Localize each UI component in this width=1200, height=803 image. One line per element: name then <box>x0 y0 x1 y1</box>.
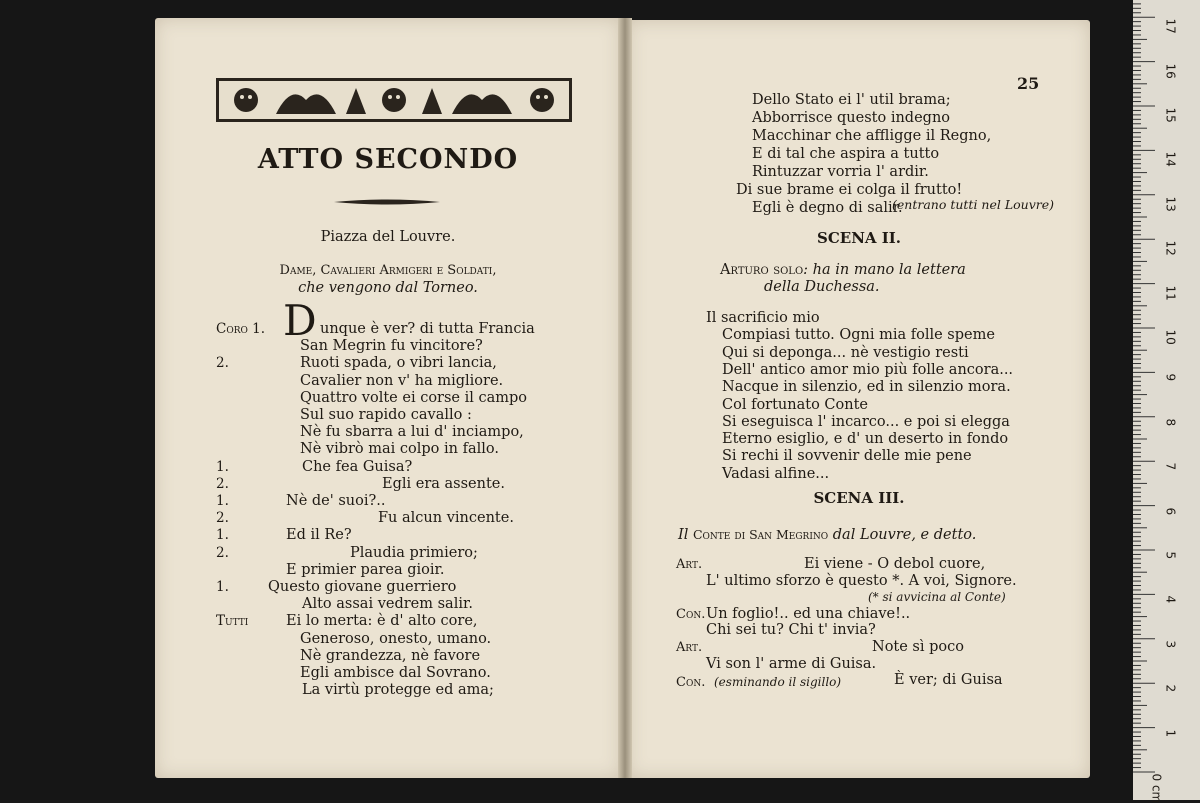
speaker-label: 1. <box>216 493 229 510</box>
ruler-number: 9 <box>1162 374 1179 382</box>
decorative-rule <box>334 196 440 208</box>
speaker-label: 2. <box>216 355 229 372</box>
verse-line: Dello Stato ei l' util brama; <box>752 92 951 109</box>
stage-direction: della Duchessa. <box>764 279 880 296</box>
stage-direction <box>720 262 966 279</box>
verse-line: San Megrin fu vincitore? <box>300 338 483 355</box>
stage-direction: che vengono dal Torneo. <box>155 280 621 297</box>
dialogue-line: Vi son l' arme di Guisa. <box>706 656 876 673</box>
ruler-number: 5 <box>1162 552 1179 560</box>
verse-line: Col fortunato Conte <box>722 397 868 414</box>
verse-line: Egli ambisce dal Sovrano. <box>300 665 491 682</box>
verse-line: Egli è degno di salir. <box>752 200 903 217</box>
speaker-label: Art. <box>676 556 702 573</box>
direction-text: dal Louvre, e detto. <box>833 527 977 543</box>
verse-line: Generoso, onesto, umano. <box>300 631 491 648</box>
verse-line: unque è ver? di tutta Francia <box>320 321 535 338</box>
ruler-number: 4 <box>1162 596 1179 604</box>
speaker-label: Tutti <box>216 613 248 630</box>
ruler-number: 1 <box>1162 729 1179 737</box>
verse-line: Abborrisce questo indegno <box>752 110 950 127</box>
verse-line: E di tal che aspira a tutto <box>752 146 939 163</box>
verse-line: Rintuzzar vorria l' ardir. <box>752 164 929 181</box>
verse-line: Nè fu sbarra a lui d' inciampo, <box>300 424 524 441</box>
ruler-number: 17 <box>1162 19 1179 34</box>
ruler-number: 7 <box>1162 463 1179 471</box>
dialogue-line: È ver; di Guisa <box>894 672 1003 689</box>
speaker-label: 2. <box>216 476 229 493</box>
verse-line: Nacque in silenzio, ed in silenzio mora. <box>722 379 1011 396</box>
stage-direction: Dame, Cavalieri Armigeri e Soldati, <box>155 262 621 279</box>
ruler-number: 12 <box>1162 241 1179 256</box>
ruler-number: 13 <box>1162 196 1179 211</box>
speaker-label: 1. <box>216 459 229 476</box>
character-name: Conte di San Megrino <box>693 527 828 542</box>
stage-direction: (entrano tutti nel Louvre) <box>892 196 1054 213</box>
character-name: Arturo solo <box>720 262 803 278</box>
scene-title: SCENA II. <box>628 230 1090 247</box>
dialogue-line: Un foglio!.. ed una chiave!.. <box>706 606 910 623</box>
speaker-label: Coro 1. <box>216 321 265 338</box>
drop-cap: D <box>283 300 317 342</box>
verse-line: Ed il Re? <box>286 527 352 544</box>
verse-line: Fu alcun vincente. <box>378 510 514 527</box>
verse-line: Questo giovane guerriero <box>268 579 456 596</box>
verse-line: Nè grandezza, nè favore <box>300 648 480 665</box>
verse-line: Compiasi tutto. Ogni mia folle speme <box>722 327 995 344</box>
speaker-label: Art. <box>676 639 702 656</box>
ruler-number: 11 <box>1162 285 1179 300</box>
verse-line: Qui si deponga... nè vestigio resti <box>722 345 969 362</box>
dialogue-line: L' ultimo sforzo è questo *. A voi, Signore. <box>706 573 1017 590</box>
speaker-label: 1. <box>216 579 229 596</box>
verse-line: Macchinar che affligge il Regno, <box>752 128 991 145</box>
verse-line: Dell' antico amor mio più folle ancora... <box>722 362 1013 379</box>
book-gutter <box>618 18 632 778</box>
speaker-label: Con. <box>676 674 705 691</box>
verse-line: Nè de' suoi?.. <box>286 493 385 510</box>
direction-text: : ha in mano la lettera <box>803 262 966 278</box>
ruler-number: 16 <box>1162 63 1179 78</box>
stage-direction <box>678 526 976 544</box>
verse-line: Si rechi il sovvenir delle mie pene <box>722 448 972 465</box>
ruler-number: 6 <box>1162 507 1179 515</box>
verse-line: La virtù protegge ed ama; <box>302 682 494 699</box>
verse-line: Ruoti spada, o vibri lancia, <box>300 355 497 372</box>
page-number: 25 <box>1017 74 1039 93</box>
dialogue-line: Note sì poco <box>872 639 964 656</box>
scene-title: SCENA III. <box>628 490 1090 507</box>
speaker-label: Con. <box>676 606 705 623</box>
verse-line: Vadasi alfine... <box>722 466 829 483</box>
verse-line: Di sue brame ei colga il frutto! <box>736 182 962 199</box>
ruler-number: 14 <box>1162 152 1179 167</box>
ruler-number: 8 <box>1162 418 1179 426</box>
verse-line: Il sacrificio mio <box>706 310 820 327</box>
ruler-number: 10 <box>1162 330 1179 345</box>
verse-line: Nè vibrò mai colpo in fallo. <box>300 441 499 458</box>
verse-line: Eterno esiglio, e d' un deserto in fondo <box>722 431 1008 448</box>
direction-text: Il <box>678 527 688 543</box>
dialogue-line: Chi sei tu? Chi t' invia? <box>706 622 876 639</box>
verse-line: Plaudia primiero; <box>350 545 478 562</box>
verse-line: Che fea Guisa? <box>302 459 412 476</box>
speaker-label: 1. <box>216 527 229 544</box>
dialogue-line: (esminando il sigillo) <box>714 674 841 691</box>
act-title: ATTO SECONDO <box>155 144 621 175</box>
speaker-label: 2. <box>216 510 229 527</box>
ruler-number: 0 cm <box>1148 774 1165 803</box>
verse-line: Ei lo merta: è d' alto core, <box>286 613 478 630</box>
verse-line: Alto assai vedrem salir. <box>302 596 473 613</box>
verse-line: Egli era assente. <box>382 476 505 493</box>
dialogue-line: (* si avvicina al Conte) <box>868 589 1006 606</box>
ruler-number: 3 <box>1162 640 1179 648</box>
dialogue-line: Ei viene - O debol cuore, <box>804 556 985 573</box>
ornament-header <box>216 78 572 122</box>
scene-location: Piazza del Louvre. <box>155 229 621 246</box>
verse-line: Si eseguisca l' incarco... e poi si elegga <box>722 414 1010 431</box>
speaker-label: 2. <box>216 545 229 562</box>
verse-line: E primier parea gioir. <box>286 562 444 579</box>
ruler-number: 2 <box>1162 685 1179 693</box>
verse-line: Sul suo rapido cavallo : <box>300 407 472 424</box>
verse-line: Quattro volte ei corse il campo <box>300 390 527 407</box>
ruler-number: 15 <box>1162 108 1179 123</box>
verse-line: Cavalier non v' ha migliore. <box>300 373 503 390</box>
